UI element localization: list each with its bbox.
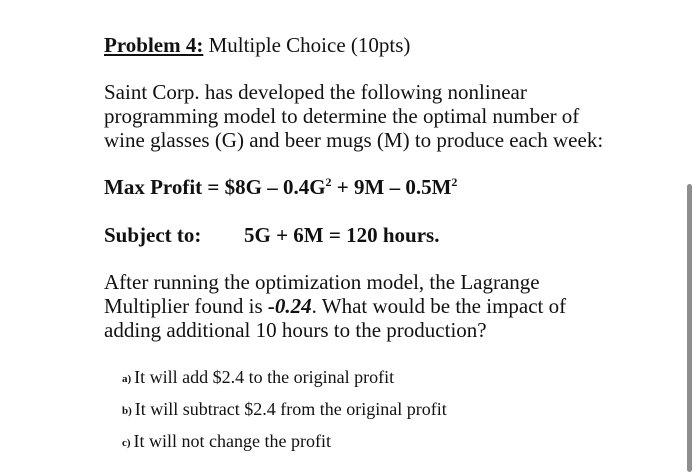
constraint-expression: 5G + 6M = 120 hours. xyxy=(244,223,440,247)
option-a-letter: a) xyxy=(122,373,132,385)
lagrange-multiplier-value: -0.24 xyxy=(267,294,312,318)
option-b-letter: b) xyxy=(122,405,132,417)
intro-line-3: wine glasses (G) and beer mugs (M) to produce each week: xyxy=(104,128,604,152)
problem-label: Problem 4: xyxy=(104,33,204,57)
objective-part-1: Max Profit = $8G – 0.4G xyxy=(104,175,326,199)
option-c[interactable] xyxy=(122,430,331,454)
problem-title: Multiple Choice (10pts) xyxy=(203,33,411,57)
question-line-2 xyxy=(104,294,566,318)
objective-part-2: + 9M – 0.5M xyxy=(331,175,452,199)
option-c-letter: c) xyxy=(122,437,131,449)
option-a-text: It will add $2.4 to the original profit xyxy=(134,367,395,387)
objective-exponent-1: 2 xyxy=(325,175,332,189)
question-line-3: adding additional 10 hours to the production? xyxy=(104,318,487,342)
intro-line-2: programming model to determine the optimal number of xyxy=(104,104,580,128)
option-b[interactable] xyxy=(122,398,447,422)
question-line-2-end: . What would be the impact of xyxy=(311,294,567,318)
constraint-label: Subject to: xyxy=(104,223,202,247)
option-c-text: It will not change the profit xyxy=(133,431,331,451)
objective-exponent-2: 2 xyxy=(451,175,458,189)
constraint-row xyxy=(104,223,440,247)
objective-function xyxy=(104,175,457,199)
problem-heading xyxy=(104,33,410,57)
vertical-scrollbar[interactable] xyxy=(687,184,692,472)
question-line-1: After running the optimization model, the Lagrange xyxy=(104,270,540,294)
question-line-2-start: Multiplier found is xyxy=(104,294,268,318)
intro-line-1: Saint Corp. has developed the following nonlinear xyxy=(104,80,527,104)
option-a[interactable] xyxy=(122,366,394,390)
option-b-text: It will subtract $2.4 from the original profit xyxy=(134,399,447,419)
